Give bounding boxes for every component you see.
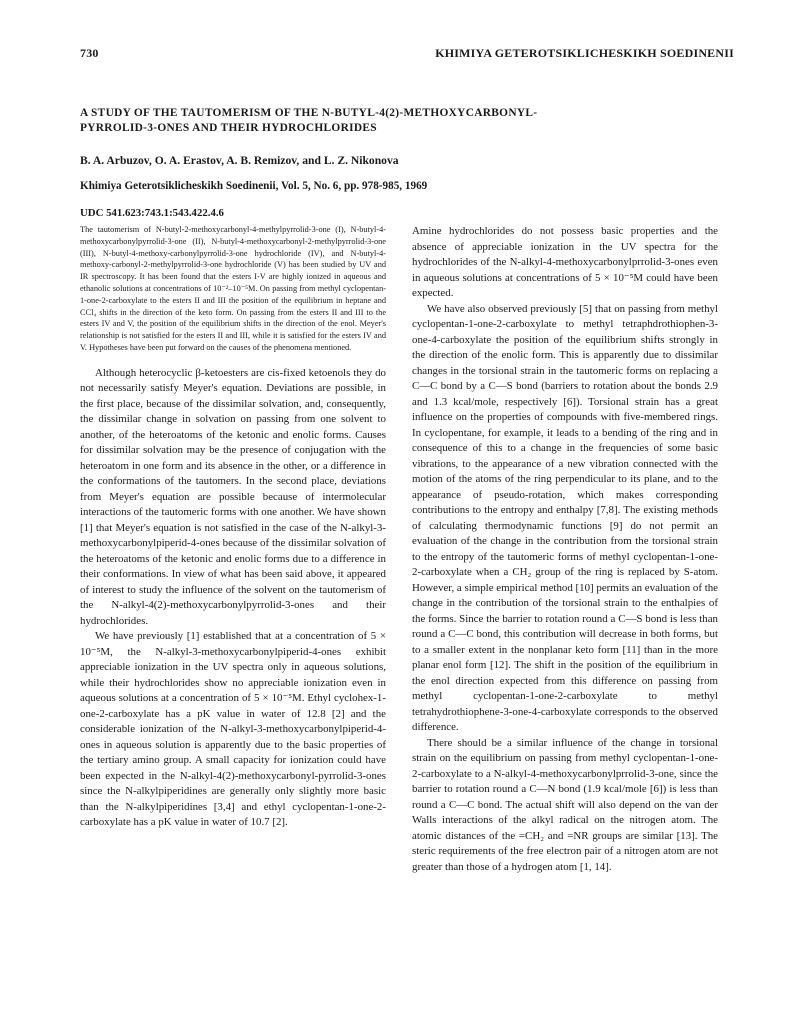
title-line-1: A STUDY OF THE TAUTOMERISM OF THE N-BUTYL-4(2)-METHOXYCARBONYL- xyxy=(80,107,538,119)
body-paragraph: We have previously [1] established that at a concentration of 5 × 10⁻⁵M, the N-alkyl-3-methoxycarbonylpiperid-4-ones exhibit appreciable ionization in the UV spectra only in aqueous solutions, while their hydrochlorides show no appreciable ionization even in aqueous solutions at a concentration of 5 × 10⁻⁵M. Ethyl cyclohex-1-one-2-carboxylate has a pK value in water of 12.8 [2] and the considerable ionization of the N-alkyl-3-methoxycarbonylpiperid-4-ones in aqueous solution is apparently due to the basic properties of the tertiary amino group. A small capacity for ionization could have been expected in the N-alkyl-4(2)-methoxycarbonyl-pyrrolid-3-ones since the N-alkylpiperidines are generally only slightly more basic than the N-alkylpiperidines [3,4] and ethyl cyclopentan-1-one-2-carboxylate has a pK value in water of 10.7 [2]. xyxy=(80,630,386,829)
right-column xyxy=(412,224,718,875)
citation: Khimiya Geterotsiklicheskikh Soedinenii, Vol. 5, No. 6, pp. 978-985, 1969 xyxy=(80,180,428,192)
page-header xyxy=(80,46,734,62)
article-title xyxy=(80,106,640,136)
udc-code: UDC 541.623:743.1:543.422.4.6 xyxy=(80,207,224,219)
running-head-journal: KHIMIYA GETEROTSIKLICHESKIKH SOEDINENII xyxy=(435,46,734,60)
body-paragraph: Amine hydrochlorides do not possess basic properties and the absence of appreciable ionization in the UV spectra for the hydrochlorides of the N-alkyl-4-methoxycarbonylprrolid-3-ones even in aqueous solutions at concentrations of 5 × 10⁻⁵M could have been expected. xyxy=(412,225,718,299)
body-paragraph: We have also observed previously [5] that on passing from methyl cyclopentan-1-one-2-carboxylate to methyl tetraphdrothiophen-3-one-4-carboxylate the position of the equilibrium shifts strongly in the direction of the enolic form. This is apparently due to dissimilar changes in the torsional strain in the tautomeric forms on replacing a C—C bond by a C—S bond (barriers to rotation about the bonds 2.9 and 1.3 kcal/mole, respectively [6]). Torsional strain has a great influence on the properties of compounds with five-membered rings. In cyclopentane, for example, it leads to a bending of the ring and in consequence of this to a change in the frequencies of some basic vibrations, to the appearance of a new vibration connected with the motion of the atoms of the ring perpendicular to its plane, and to the appearance of pseudo-rotation, which makes corresponding contributions to the entropy and enthalpy [7,8]. The existing methods of calculating thermodynamic functions [9] do not permit an evaluation of the change in the contribution from the torsional strain to the entropy of the tautomeric forms of methyl cyclopentan-1-one-2-carboxylate when a CH₂ group of the ring is replaced by S-atom. However, a simple empirical method [10] permits an evaluation of the change in the contribution of the torsional strain to the enthalpies of the forms. Since the barrier to rotation round a C—S bond is less than round a C—C bond, this contribution will decrease in both forms, but to a smaller extent in the nonplanar keto form [11] than in the more planar enol form [12]. The shift in the position of the equilibrium in the enol direction expected from this difference on passing from methyl cyclopentan-1-one-2-carboxylate to methyl tetrahydrothiophene-3-one-4-carboxylate corresponds to the observed difference. xyxy=(412,302,718,733)
abstract: The tautomerism of N-butyl-2-methoxycarbonyl-4-methylpyrrolid-3-one (I), N-butyl-4-methoxycarbonylpyrrolid-3-one (II), N-butyl-4-methoxycarbonyl-2-methylpyrrolid-3-one (III), N-butyl-4-methoxy-carbonylpyrrolid-3-one hydrochloride (IV), and N-butyl-4-methoxy-carbonyl-2-methylpyrrolid-3-one hydrochloride (V) has been studied by UV and IR spectroscopy. It has been found that the esters I-V are highly ionized in aqueous and ethanolic solutions at concentrations of 10⁻²–10⁻⁵M. On passing from methyl cyclopentan-1-one-2-carboxylate to the esters II and III the position of the equilibrium in heptane and CCl₄ shifts in the direction of the keto form. On passing from the esters II and III to the esters IV and V, the position of the equilibrium shifts in the direction of the enol. Meyer's relationship is not satisfied for the esters II and III, while it is satisfied for the esters IV and V. Hypotheses have been put forward on the causes of the phenomena mentioned. xyxy=(80,225,386,352)
title-line-2: PYRROLID-3-ONES AND THEIR HYDROCHLORIDES xyxy=(80,122,377,134)
body-paragraph: There should be a similar influence of the change in torsional strain on the equilibrium on passing from methyl cyclopentan-1-one-2-carboxylate to a N-alkyl-4-methoxycarbonylprrolid-3-one, since the barrier to rotation round a C—N bond (1.9 kcal/mole [6]) is less than round a C—C bond. The actual shift will also depend on the van der Walls interactions of the alkyl radical on the nitrogen atom. The atomic distances of the =CH₂ and =NR groups are similar [13]. The steric requirements of the free electron pair of a nitrogen atom are not greater than those of a hydrogen atom [1, 14]. xyxy=(412,736,718,873)
authors: B. A. Arbuzov, O. A. Erastov, A. B. Remizov, and L. Z. Nikonova xyxy=(80,154,399,167)
left-column xyxy=(80,224,386,831)
page-number: 730 xyxy=(80,46,99,60)
body-paragraph: Although heterocyclic β-ketoesters are cis-fixed ketoenols they do not necessarily satisfy Meyer's equation. Deviations are possible, in the first place, because of the dissimilar solvation, and, consequently, the dissimilar change in solvation on passing from one solvent to another, of the heteroatoms of the ketonic and enolic forms. Causes for dissimilar solvation may be the presence of conjugation with the heteroatom in one form and its absence in the other, or a difference in the conformations of the tautomers. In the second place, deviations from Meyer's equation are possible because of intermolecular interactions of the tautomeric forms with one another. We have shown [1] that Meyer's equation is not satisfied in the case of the N-alkyl-3-methoxycarbonylpiperid-4-ones because of the dissimilar solvation of the heteroatoms of the ketonic and enolic forms due to a difference in their conformations. In view of what has been said above, it appeared of interest to study the influence of the solvent on the tautomerism of the N-alkyl-4(2)-methoxycarbonylpyrrolid-3-ones and their hydrochlorides. xyxy=(80,366,386,627)
